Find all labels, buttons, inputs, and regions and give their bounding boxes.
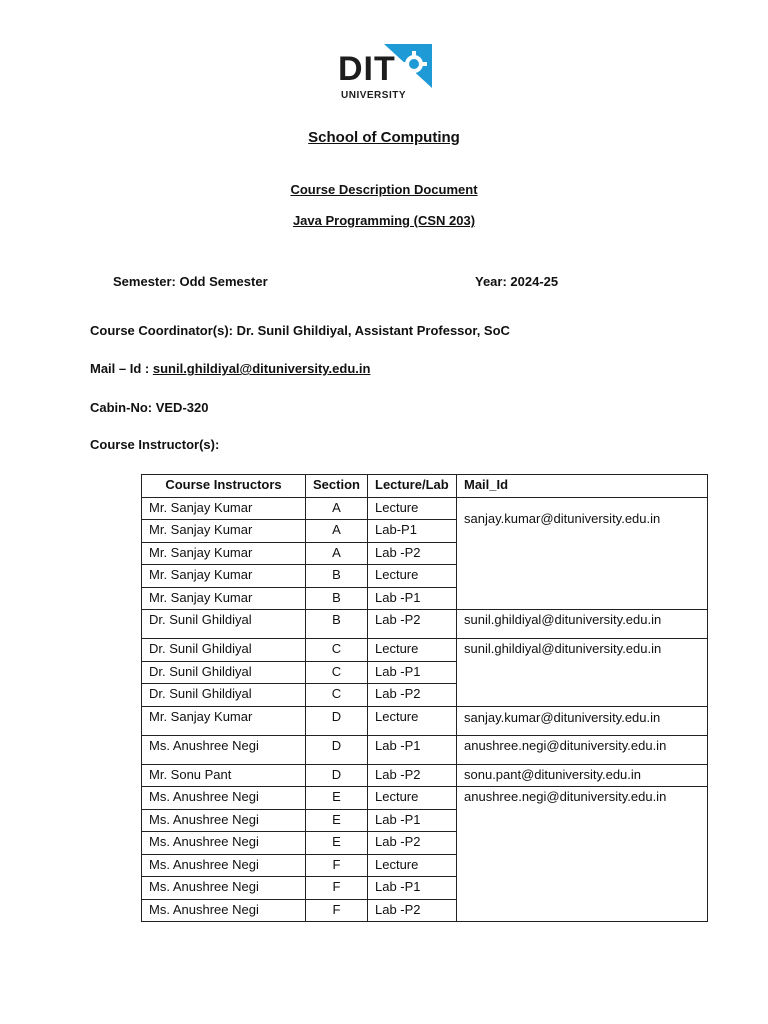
section-cell: D	[306, 764, 368, 787]
instructor-cell: Dr. Sunil Ghildiyal	[142, 610, 306, 639]
table-row	[142, 497, 708, 520]
instructor-cell: Ms. Anushree Negi	[142, 832, 306, 855]
mail-cell	[457, 497, 708, 610]
coordinator-email-link[interactable]: sunil.ghildiyal@dituniversity.edu.in	[152, 361, 371, 376]
logo-text: DIT	[338, 50, 396, 88]
instructor-cell: Ms. Anushree Negi	[142, 787, 306, 810]
mail-cell: sunil.ghildiyal@dituniversity.edu.in	[457, 639, 708, 707]
header-lecture-lab: Lecture/Lab	[368, 475, 457, 498]
instructor-cell: Ms. Anushree Negi	[142, 809, 306, 832]
instructor-cell: Mr. Sonu Pant	[142, 764, 306, 787]
type-cell: Lab -P2	[368, 610, 457, 639]
type-cell: Lab -P2	[368, 764, 457, 787]
header-mail-id: Mail_Id	[457, 475, 708, 498]
type-cell: Lecture	[368, 787, 457, 810]
section-cell: B	[306, 587, 368, 610]
section-cell: C	[306, 661, 368, 684]
section-cell: B	[306, 610, 368, 639]
section-cell: C	[306, 639, 368, 662]
section-cell: E	[306, 809, 368, 832]
section-cell: A	[306, 497, 368, 520]
instructors-table	[141, 474, 708, 922]
mail-cell: anushree.negi@dituniversity.edu.in	[457, 735, 708, 764]
instructor-cell: Ms. Anushree Negi	[142, 877, 306, 900]
type-cell: Lab -P1	[368, 661, 457, 684]
type-cell: Lab -P2	[368, 899, 457, 922]
section-cell: F	[306, 854, 368, 877]
type-cell: Lecture	[368, 854, 457, 877]
section-cell: C	[306, 684, 368, 707]
mail-cell: anushree.negi@dituniversity.edu.in	[457, 787, 708, 922]
type-cell: Lecture	[368, 565, 457, 588]
university-logo	[338, 44, 434, 106]
instructor-cell: Ms. Anushree Negi	[142, 735, 306, 764]
section-cell: A	[306, 520, 368, 543]
instructor-cell: Mr. Sanjay Kumar	[142, 565, 306, 588]
instructor-cell: Dr. Sunil Ghildiyal	[142, 684, 306, 707]
course-instructors-label: Course Instructor(s):	[90, 437, 220, 452]
type-cell: Lab -P2	[368, 832, 457, 855]
instructor-cell: Mr. Sanjay Kumar	[142, 497, 306, 520]
type-cell: Lab -P1	[368, 809, 457, 832]
instructor-cell: Dr. Sunil Ghildiyal	[142, 639, 306, 662]
section-cell: D	[306, 735, 368, 764]
type-cell: Lab -P1	[368, 735, 457, 764]
instructor-cell: Mr. Sanjay Kumar	[142, 542, 306, 565]
mail-text: sanjay.kumar@dituniversity.edu.in	[464, 709, 661, 725]
course-coordinator: Course Coordinator(s): Dr. Sunil Ghildiyal, Assistant Professor, SoC	[90, 323, 510, 338]
logo-subtext: UNIVERSITY	[341, 90, 407, 101]
school-heading: School of Computing	[308, 129, 460, 146]
type-cell: Lab -P2	[368, 684, 457, 707]
gear-icon	[384, 44, 432, 88]
section-cell: F	[306, 877, 368, 900]
section-cell: B	[306, 565, 368, 588]
instructor-cell: Ms. Anushree Negi	[142, 899, 306, 922]
table-row	[142, 764, 708, 787]
section-cell: A	[306, 542, 368, 565]
instructor-cell: Mr. Sanjay Kumar	[142, 587, 306, 610]
table-row	[142, 787, 708, 810]
mail-cell: sunil.ghildiyal@dituniversity.edu.in	[457, 610, 708, 639]
instructor-cell: Mr. Sanjay Kumar	[142, 706, 306, 735]
table-header-row	[142, 475, 708, 498]
table-row	[142, 639, 708, 662]
year: Year: 2024-25	[475, 274, 559, 289]
type-cell: Lab -P1	[368, 587, 457, 610]
type-cell: Lab-P1	[368, 520, 457, 543]
cabin-number: Cabin-No: VED-320	[90, 400, 209, 415]
instructor-cell: Ms. Anushree Negi	[142, 854, 306, 877]
mail-text: sanjay.kumar@dituniversity.edu.in	[464, 510, 661, 526]
mail-cell	[457, 706, 708, 735]
type-cell: Lecture	[368, 497, 457, 520]
type-cell: Lecture	[368, 706, 457, 735]
type-cell: Lab -P2	[368, 542, 457, 565]
header-course-instructors: Course Instructors	[142, 475, 306, 498]
course-title: Java Programming (CSN 203)	[292, 213, 476, 228]
instructor-cell: Mr. Sanjay Kumar	[142, 520, 306, 543]
mail-label: Mail – Id :	[90, 361, 150, 376]
type-cell: Lecture	[368, 639, 457, 662]
type-cell: Lab -P1	[368, 877, 457, 900]
table-row	[142, 610, 708, 639]
mail-cell: sonu.pant@dituniversity.edu.in	[457, 764, 708, 787]
section-cell: F	[306, 899, 368, 922]
mail-line	[90, 361, 370, 376]
document-title: Course Description Document	[290, 182, 478, 197]
section-cell: E	[306, 787, 368, 810]
section-cell: E	[306, 832, 368, 855]
table-row	[142, 735, 708, 764]
header-section: Section	[306, 475, 368, 498]
instructor-cell: Dr. Sunil Ghildiyal	[142, 661, 306, 684]
table-row	[142, 706, 708, 735]
semester: Semester: Odd Semester	[113, 274, 268, 289]
section-cell: D	[306, 706, 368, 735]
